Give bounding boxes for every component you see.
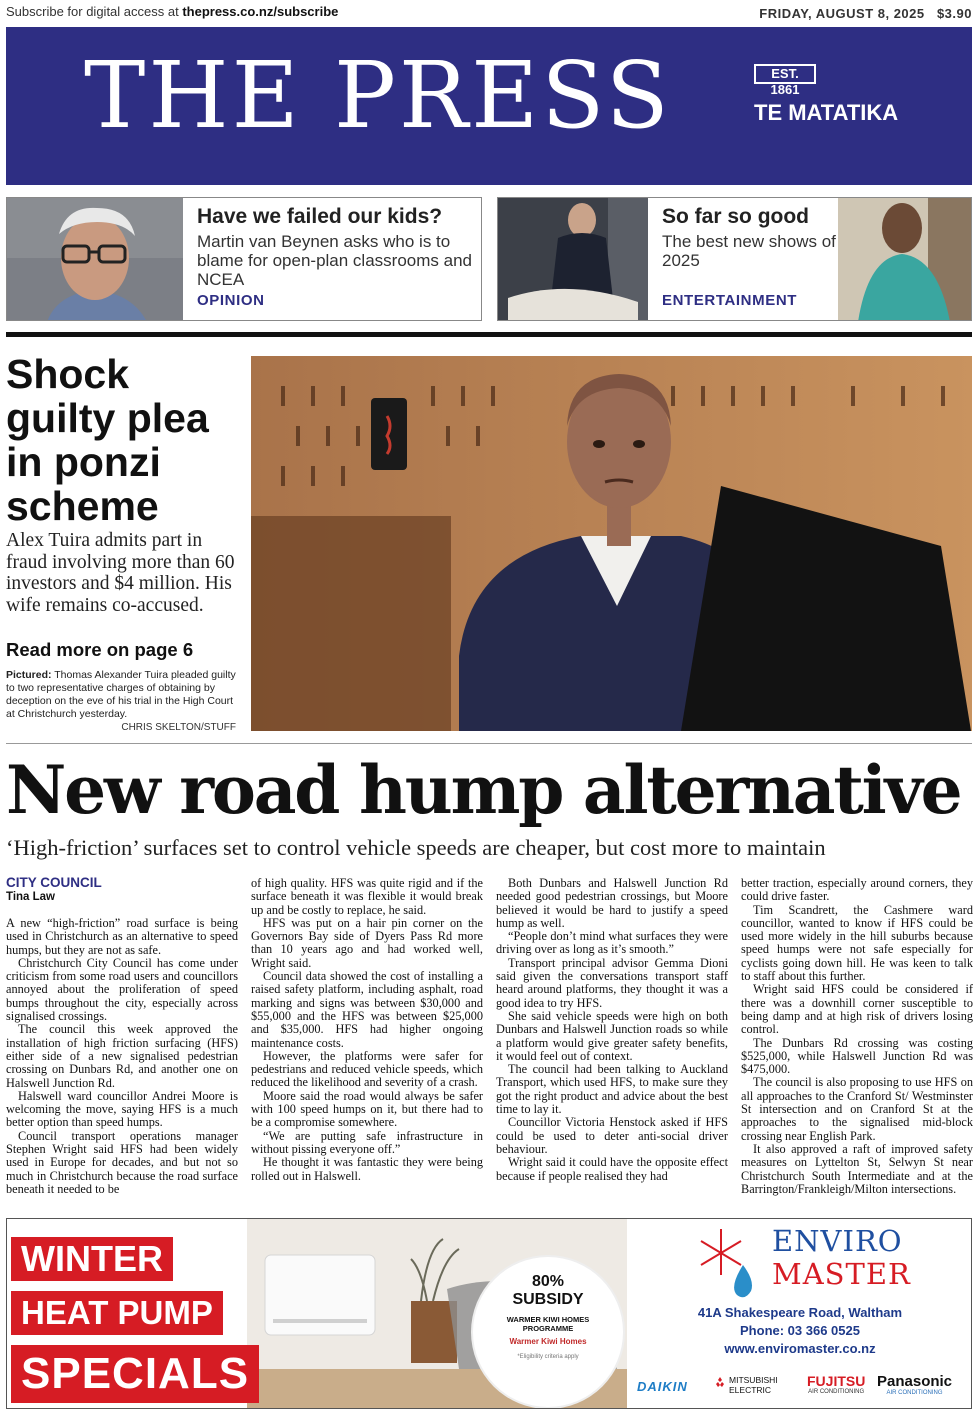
paragraph: The council this week approved the installation of high friction surfacing (HFS) either side of a new signalised pedestrian crossing on Dunbars Rd, and another one on Halswell Junction Rd. (6, 1022, 238, 1090)
photo-credit: CHRIS SKELTON/STUFF (121, 722, 236, 733)
paragraph: She said vehicle speeds were high on both Dunbars and Halswell Junction roads so while a platform would give greater safety benefits, it would feel out of context. (496, 1008, 728, 1063)
read-more-link[interactable]: Read more on page 6 (6, 639, 194, 660)
teaser-desc: Martin van Beynen asks who is to blame for open-plan classrooms and NCEA (197, 232, 472, 289)
subscribe-link[interactable]: thepress.co.nz/subscribe (182, 4, 339, 19)
masthead-title: THE PRESS (84, 42, 672, 149)
story-byline: Tina Law (6, 891, 55, 903)
ad-website[interactable]: www.enviromaster.co.nz (724, 1341, 876, 1356)
subsidy-badge: 80% SUBSIDY WARMER KIWI HOMES PROGRAMME Warmer Kiwi Homes *Eligibility criteria apply (473, 1257, 623, 1407)
enviromaster-logo: ENVIRO MASTER (772, 1224, 911, 1291)
paragraph: Wright said HFS could be considered if there was a downhill corner susceptible to being damp and at high risk of drivers losing control. (741, 982, 973, 1037)
panasonic-logo: Panasonic AIR CONDITIONING (877, 1373, 953, 1396)
top-bar (6, 2, 972, 24)
ad-line-winter: WINTER (11, 1237, 173, 1281)
columnist-photo (7, 198, 183, 321)
section-divider (6, 332, 972, 337)
paragraph: Council transport operations manager Stephen Wright said HFS had been widely used in Europe for decades, and but not so much in Christchurch because the road surface beneath it needed to be (6, 1128, 238, 1196)
ad-address: 41A Shakespeare Road, Waltham (697, 1305, 903, 1320)
masthead (6, 27, 972, 185)
paragraph: The council had been talking to Auckland Transport, which used HFS, to make sure they got the right product and advice about the best time to lay it. (496, 1062, 728, 1117)
ad-line-specials: SPECIALS (11, 1345, 259, 1403)
mitsubishi-diamonds-icon (715, 1377, 725, 1387)
paragraph: better traction, especially around corners, they could drive faster. (741, 876, 973, 904)
paragraph: Council data showed the cost of installing a raised safety platform, including asphalt, road marking and signs was between $30,000 and $55,000 and the HFS was between $25,000 and $35,000. HFS had higher ongoing maintenance costs. (251, 969, 483, 1050)
section-tag-opinion: OPINION (197, 292, 265, 309)
paragraph: of high quality. HFS was quite rigid and if the surface beneath it was flexible it would break up and be costly to replace, he said. (251, 876, 483, 917)
paragraph: Halswell ward councillor Andrei Moore is welcoming the move, saying HFS is a much better option than speed humps. (6, 1088, 238, 1130)
story-kicker: CITY COUNCIL (6, 875, 102, 890)
lead-photo (251, 356, 972, 731)
teaser-desc: The best new shows of 2025 (662, 232, 836, 270)
story-subhead: ‘High-friction’ surfaces set to control vehicle speeds are cheaper, but cost more to maintain (6, 835, 826, 860)
paragraph: Transport principal advisor Gemma Dioni said given the conversations transport staff heard around platforms, they thought it was a good idea to try HFS. (496, 955, 728, 1010)
lead-standfirst: Alex Tuira admits part in fraud involving more than 60 investors and $4 million. His wife remains co-accused. (6, 530, 235, 616)
masthead-subtitle: TE MATATIKA (754, 100, 899, 125)
ad-line-heat-pump: HEAT PUMP (11, 1291, 223, 1335)
paragraph: He thought it was fantastic they were being rolled out in Halswell. (251, 1155, 483, 1183)
brand-logos (631, 1371, 969, 1405)
tv-still-right (838, 198, 972, 321)
story-column-3 (496, 877, 728, 1183)
advertisement[interactable] (6, 1218, 972, 1409)
photo-caption: Pictured: Thomas Alexander Tuira pleaded guilty to two representative charges of obtaining by deception on the eve of his trial in the High Court at Christchurch yesterday. (6, 669, 236, 720)
teaser-entertainment[interactable] (497, 197, 972, 321)
subscribe-line: Subscribe for digital access at thepress.co.nz/subscribe (6, 4, 339, 19)
paragraph: “People don’t mind what surfaces they were driving over as long as it’s smooth.” (496, 929, 728, 957)
paragraph: “We are putting safe infrastructure in without pissing everyone off.” (251, 1128, 483, 1156)
paragraph: Tim Scandrett, the Cashmere ward councillor, wanted to know if HFS could be used more widely in the hill suburbs because speed humps were not safe especially for cyclists going down hill. He was keen to talk to staff about this further. (741, 902, 973, 984)
paragraph: Both Dunbars and Halswell Junction Rd needed good pedestrian crossings, but Moore believed it would be hard to justify a speed hump as well. (496, 876, 728, 930)
paragraph: The Dunbars Rd crossing was costing $525,000, while Halswell Junction Rd was $475,000. (741, 1035, 973, 1077)
ad-phone[interactable]: Phone: 03 366 0525 (740, 1323, 860, 1338)
daikin-logo: DAIKIN (637, 1379, 688, 1394)
story-column-2 (251, 877, 483, 1183)
paragraph: Wright said it could have the opposite effect because if people realised they had (496, 1155, 728, 1183)
story-headline[interactable]: New road hump alternative (6, 751, 961, 829)
tv-still-left (498, 198, 648, 321)
paragraph: However, the platforms were safer for pedestrians and reduced vehicle speeds, which reduced the likelihood and severity of a crash. (251, 1048, 483, 1090)
paragraph: HFS was put on a hair pin corner on the Governors Bay side of Dyers Pass Rd more than 10 years ago and had worked well, Wright said. (251, 915, 483, 970)
teaser-opinion[interactable] (6, 197, 482, 321)
section-tag-entertainment: ENTERTAINMENT (662, 292, 798, 309)
est-badge: EST. 1861 (754, 64, 816, 84)
mitsubishi-logo: MITSUBISHI ELECTRIC (719, 1375, 778, 1395)
paragraph: The council is also proposing to use HFS on all approaches to the Cranford St/ Westminster St intersection and on Cranford St at the approaches to the signalised mid-block crossing near English Park. (741, 1075, 973, 1143)
teaser-title: So far so good (662, 205, 809, 228)
snowflake-drop-icon (691, 1225, 771, 1301)
paragraph: It also approved a raft of improved safety measures on Lyttelton St, Selwyn St near Christchurch South Intermediate and at the Barrington/Frankleigh/Milton intersections. (741, 1141, 973, 1196)
story-divider (6, 743, 972, 744)
paragraph: Moore said the road would always be safer with 100 speed humps on it, but there had to be a compromise somewhere. (251, 1088, 483, 1130)
teaser-title: Have we failed our kids? (197, 205, 443, 228)
paragraph: A new “high-friction” road surface is being used in Christchurch as an alternative to speed humps, but they are not as safe. (6, 916, 238, 957)
story-column-1 (6, 917, 238, 1196)
fujitsu-logo: FUJITSU AIR CONDITIONING (807, 1373, 866, 1395)
paragraph: Christchurch City Council has come under criticism from some road users and councillors annoyed about the proliferation of speed bumps throughout the city, especially across signalised crossings. (6, 955, 238, 1024)
story-column-4 (741, 877, 973, 1196)
warmer-kiwi-homes-logo: Warmer Kiwi Homes (509, 1337, 587, 1346)
ad-contact (631, 1304, 969, 1358)
paragraph: Councillor Victoria Henstock asked if HFS could be used to deter anti-social driver behaviour. (496, 1115, 728, 1156)
date-price: FRIDAY, AUGUST 8, 2025 $3.90 (759, 6, 972, 21)
lead-headline[interactable]: Shock guilty plea in ponzi scheme (6, 351, 209, 529)
